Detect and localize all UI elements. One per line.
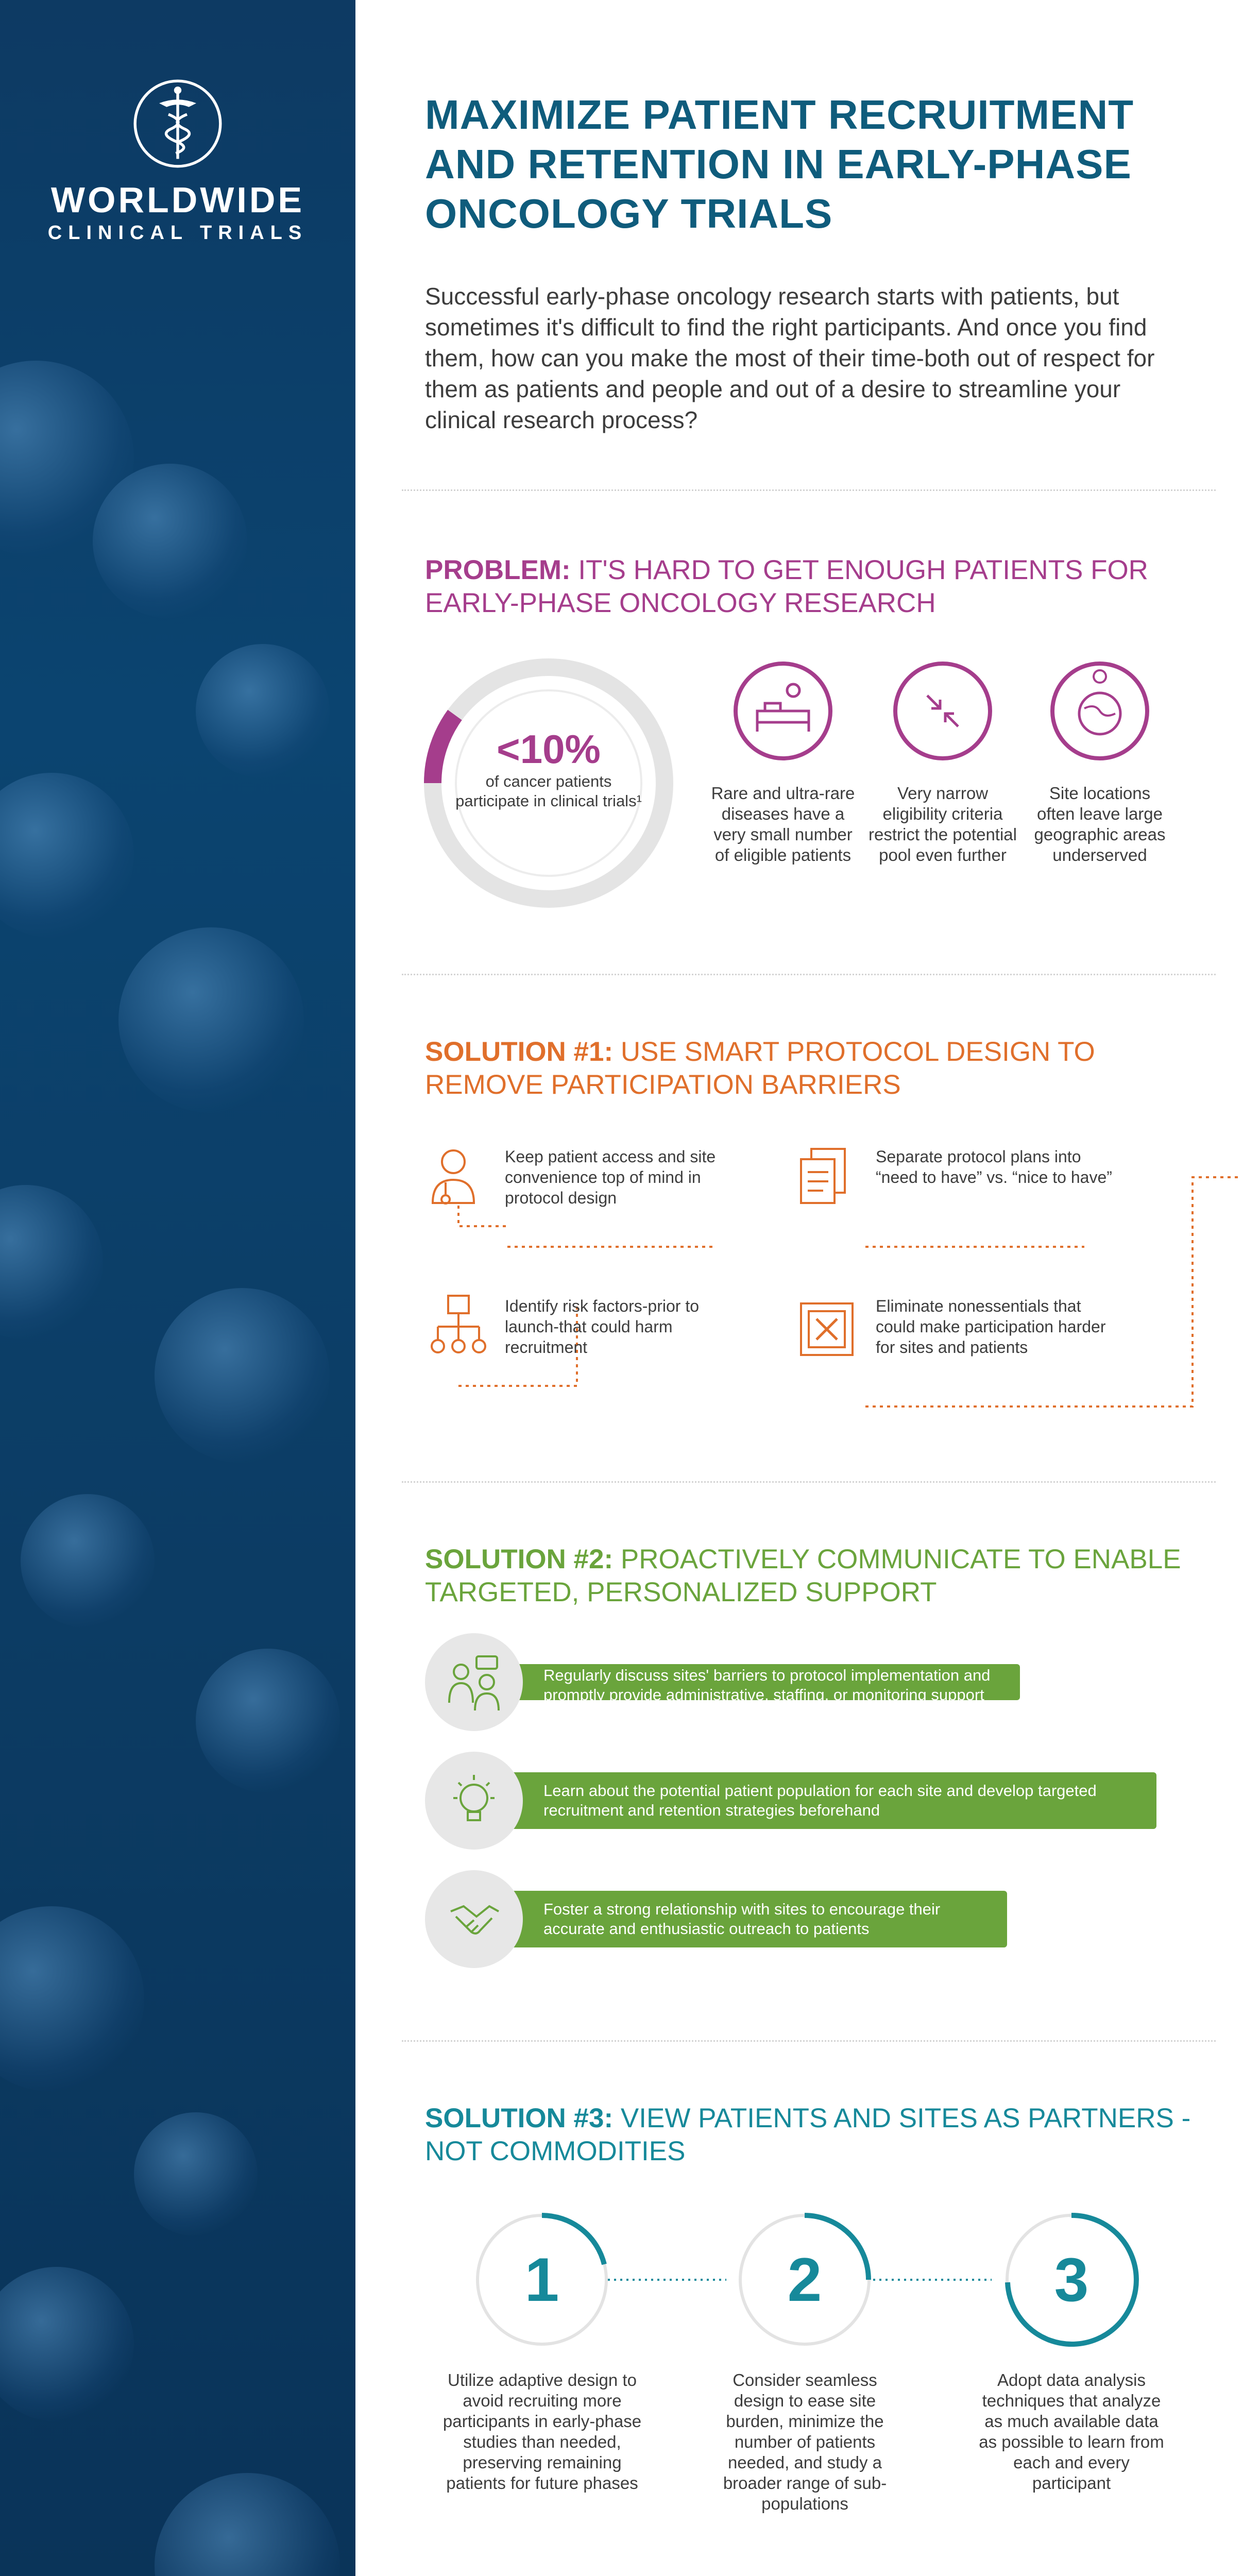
people-chat-icon [443, 1651, 505, 1713]
stat-text: of cancer patients participate in clinical trials¹ [455, 772, 642, 810]
divider [402, 974, 1216, 975]
solution1-item-text: Separate protocol plans into “need to have” vs. “nice to have” [876, 1147, 1112, 1187]
divider [402, 2040, 1216, 2042]
solution2-label: SOLUTION #2: [425, 1544, 614, 1574]
solution1-label: SOLUTION #1: [425, 1037, 614, 1067]
problem-item-text: Site locations often leave large geographic areas underserved [1034, 784, 1166, 865]
stat-value: <10% [497, 726, 601, 772]
page-title: MAXIMIZE PATIENT RECRUITMENT AND RETENTION IN EARLY-PHASE ONCOLOGY TRIALS [425, 92, 1134, 236]
org-chart-icon [425, 1291, 497, 1363]
divider [402, 489, 1216, 491]
solution3-label: SOLUTION #3: [425, 2103, 614, 2133]
globe-pin-icon [1048, 659, 1151, 762]
brand-logo [0, 77, 355, 244]
problem-heading [425, 554, 1198, 620]
remove-box-icon [796, 1298, 858, 1360]
problem-item [1041, 659, 1159, 765]
handshake-icon [443, 1888, 505, 1950]
solution1-heading-text: USE SMART PROTOCOL DESIGN TO REMOVE PARTICIPATION BARRIERS [425, 1037, 1095, 1100]
solution1-item-text: Identify risk factors-prior to launch-that could harm recruitment [505, 1297, 699, 1357]
solution2-item-text: Foster a strong relationship with sites to encourage their accurate and enthusiastic outreach to patients [543, 1900, 941, 1938]
narrow-arrows-icon [891, 659, 994, 762]
solution2-item-text: Regularly discuss sites' barriers to protocol implementation and promptly provide administrative, staffing, or monitoring support [543, 1666, 991, 1704]
solution1-item-text: Eliminate nonessentials that could make participation harder for sites and patients [876, 1297, 1106, 1357]
problem-heading-text: IT'S HARD TO GET ENOUGH PATIENTS FOR EARLY-PHASE ONCOLOGY RESEARCH [425, 555, 1148, 618]
hospital-bed-icon [731, 659, 835, 762]
solution2-item-text: Learn about the potential patient population for each site and develop targeted recruitment and retention strategies beforehand [543, 1782, 1097, 1819]
problem-item [883, 659, 1002, 765]
solution2-row [425, 1891, 1095, 1947]
solution2-heading-text: PROACTIVELY COMMUNICATE TO ENABLE TARGETED, PERSONALIZED SUPPORT [425, 1544, 1181, 1607]
brand-name: WORLDWIDE [50, 180, 305, 220]
solution2-heading [425, 1543, 1198, 1609]
step-number: 3 [1054, 2245, 1089, 2314]
stat-block [451, 726, 646, 811]
solution2-row [425, 1654, 1095, 1710]
solution3-heading [425, 2102, 1198, 2168]
problem-item-text: Very narrow eligibility criteria restrict the potential pool even further [869, 784, 1017, 865]
solution1-item-text: Keep patient access and site convenience top of mind in protocol design [505, 1147, 716, 1207]
problem-label: PROBLEM: [425, 555, 571, 585]
step-text: Consider seamless design to ease site burden, minimize the number of patients needed, and study a broader range of sub-populations [723, 2370, 887, 2513]
problem-item-text: Rare and ultra-rare diseases have a very small number of eligible patients [711, 784, 855, 865]
solution3-heading-text: VIEW PATIENTS AND SITES AS PARTNERS - NOT COMMODITIES [425, 2103, 1191, 2166]
problem-item [724, 659, 842, 765]
step-number: 2 [787, 2245, 822, 2314]
divider [402, 1481, 1216, 1483]
step-text: Adopt data analysis techniques that analyze as much available data as possible to learn from each and every participant [979, 2370, 1164, 2493]
doctor-icon [425, 1141, 487, 1208]
solution1-heading [425, 1036, 1198, 1101]
step-number: 1 [524, 2245, 559, 2314]
step-text: Utilize adaptive design to avoid recruiting more participants in early-phase studies than needed, preserving remaining patients for future phases [442, 2370, 642, 2493]
documents-icon [793, 1141, 855, 1208]
lightbulb-icon [443, 1770, 505, 1832]
sidebar-background [0, 0, 355, 2576]
intro-text: Successful early-phase oncology research starts with patients, but sometimes it's difficult to find the right participants. And once you find them, how can you make the most of their time-both out of respect for them as patients and people and out of a desire to streamline your clinical research process? [425, 283, 1155, 433]
brand-subtitle: CLINICAL TRIALS [47, 222, 308, 244]
solution2-row [425, 1772, 1198, 1829]
main-content [355, 0, 1243, 2576]
caduceus-logo-icon [131, 77, 224, 170]
